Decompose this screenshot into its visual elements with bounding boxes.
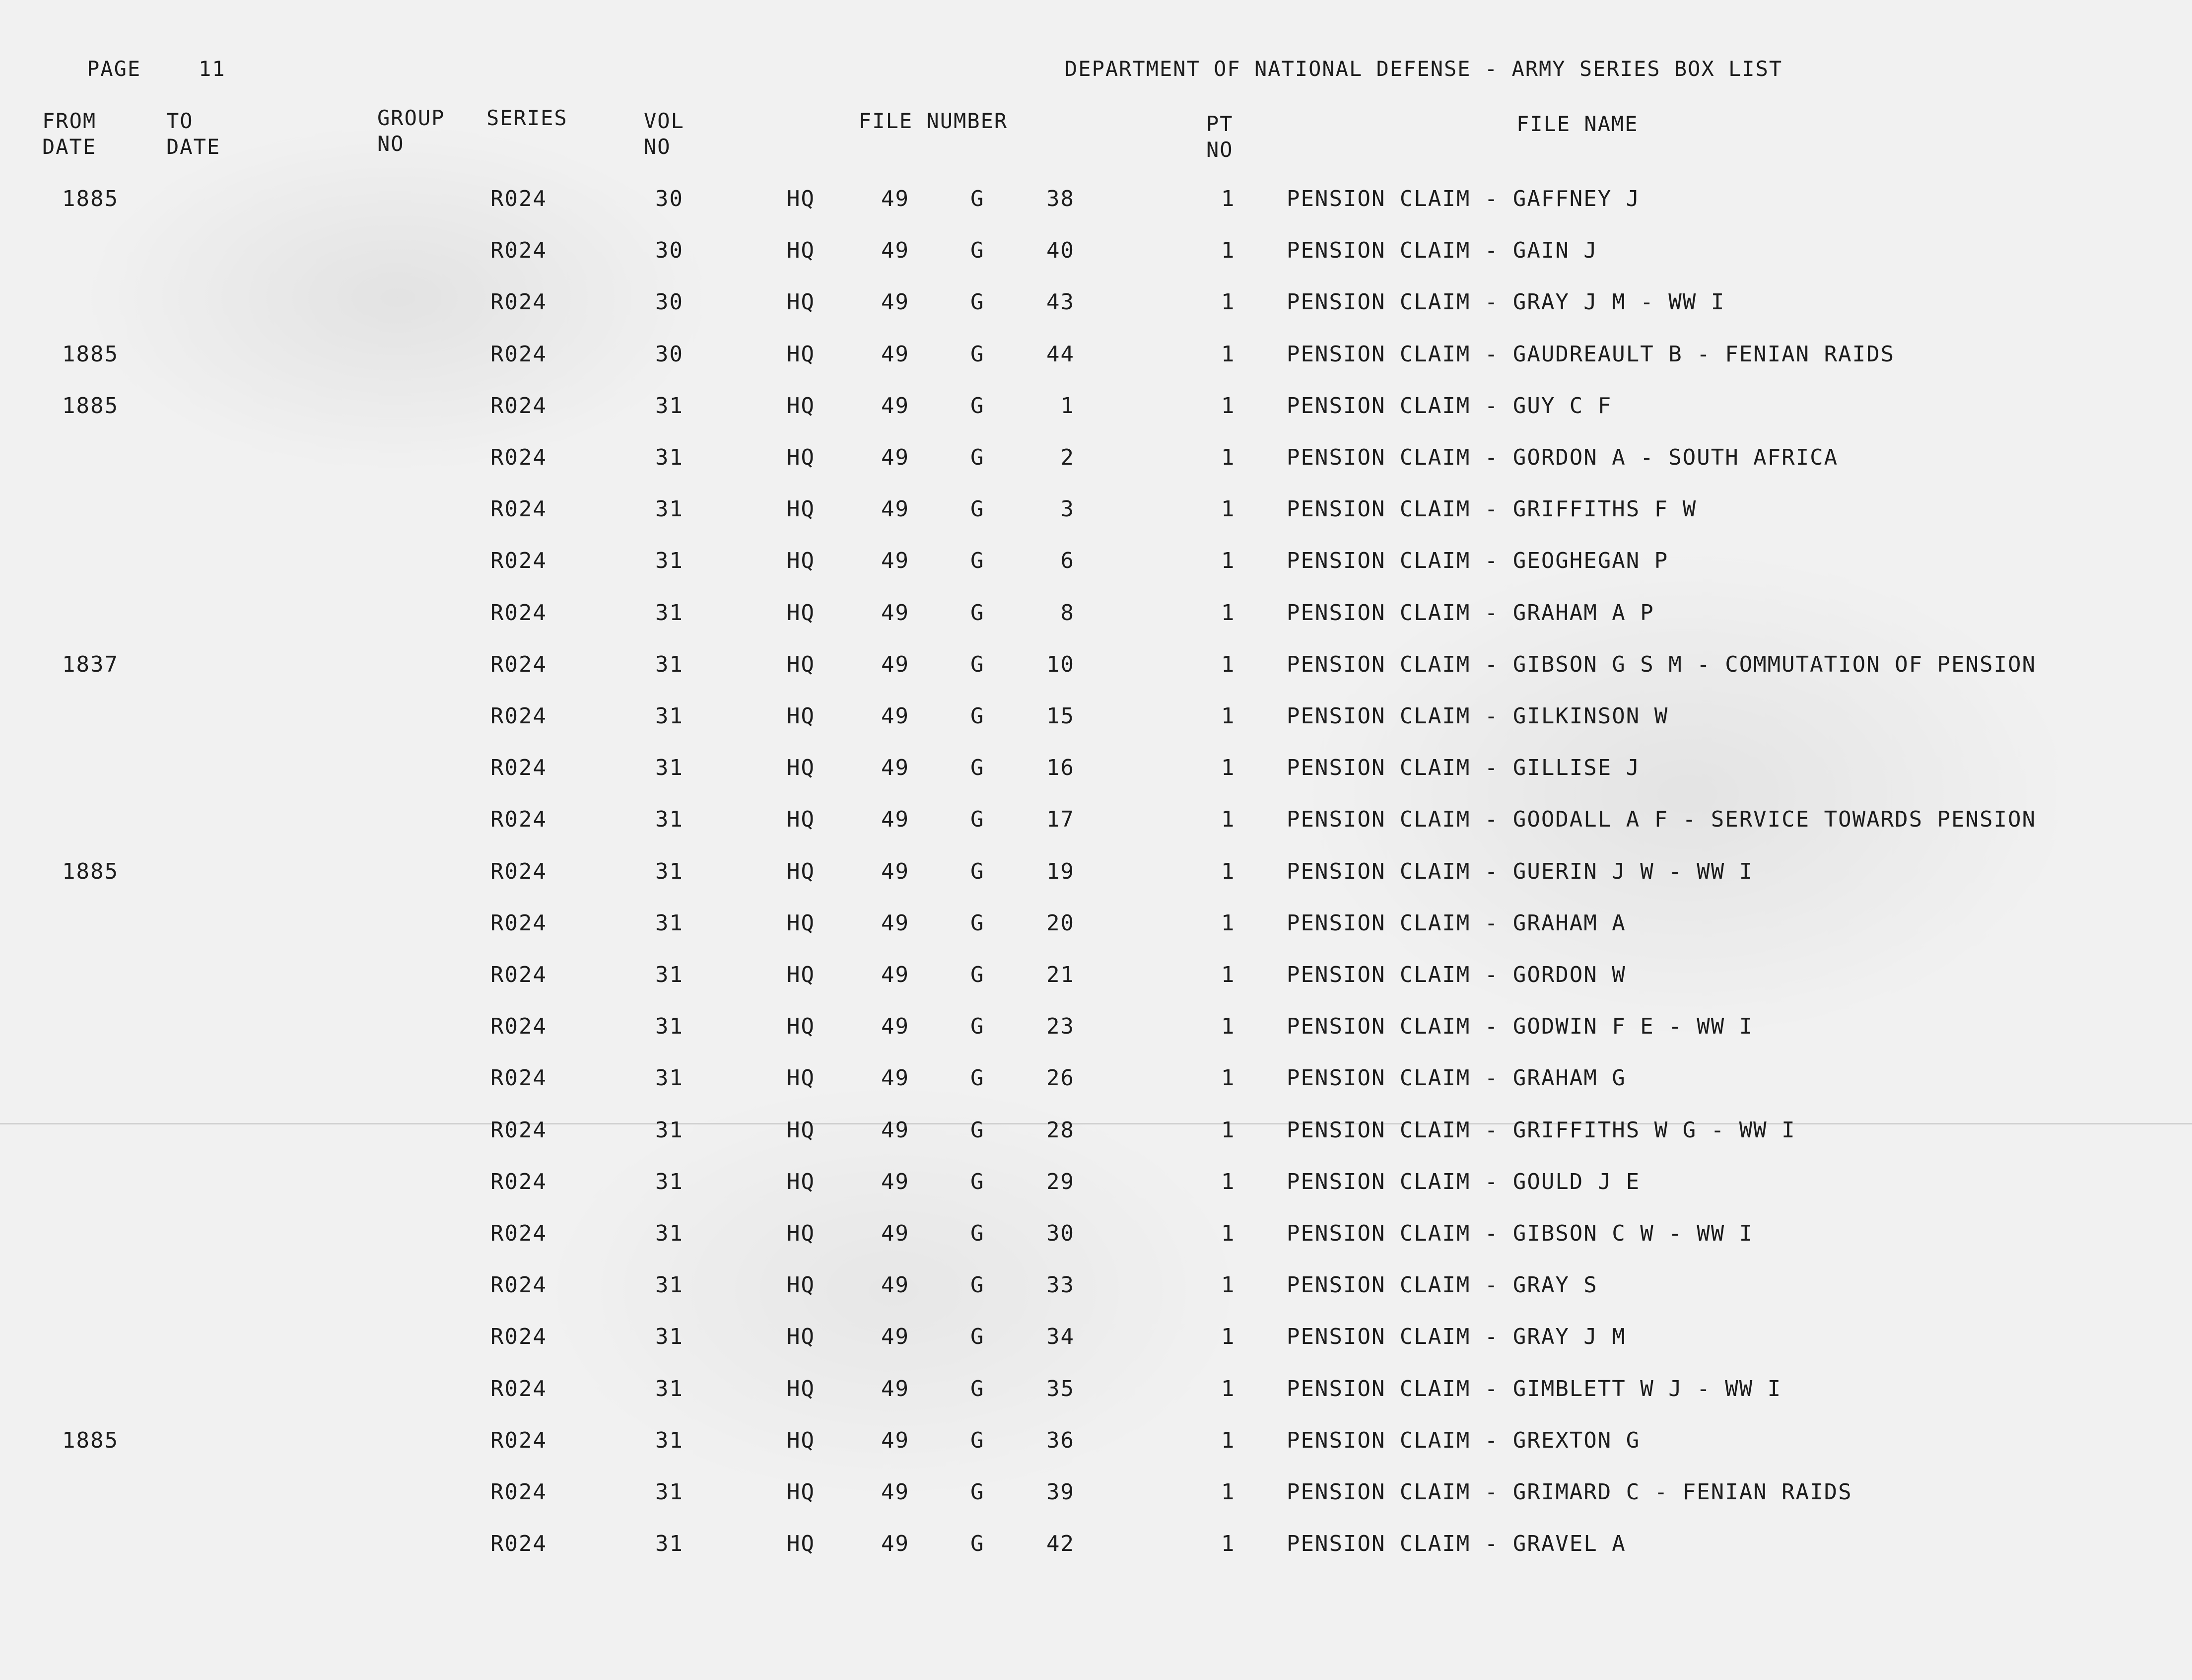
cell-file-letter: G [970,652,985,677]
cell-from-date: 1885 [62,859,119,884]
cell-file-name: PENSION CLAIM - GILKINSON W [1287,703,1669,729]
cell-vol-no: 31 [655,1376,684,1401]
cell-file-code: 49 [881,652,909,677]
cell-file-name: PENSION CLAIM - GRAHAM G [1287,1065,1626,1091]
cell-file-letter: G [970,1376,985,1401]
cell-file-num: 38 [1046,186,1075,211]
cell-vol-no: 31 [655,445,684,470]
col-header-group-no-line1: GROUP [377,106,445,130]
cell-file-name: PENSION CLAIM - GRAY J M [1287,1324,1626,1349]
cell-file-name: PENSION CLAIM - GILLISE J [1287,755,1641,780]
cell-file-code: 49 [881,703,909,729]
cell-file-office: HQ [787,393,815,419]
cell-file-code: 49 [881,1118,909,1143]
cell-file-letter: G [970,1531,985,1556]
cell-file-letter: G [970,1221,985,1246]
cell-file-code: 49 [881,1428,909,1453]
cell-file-office: HQ [787,548,815,573]
cell-file-name: PENSION CLAIM - GORDON W [1287,962,1626,987]
cell-file-code: 49 [881,393,909,419]
cell-file-num: 2 [1060,445,1075,470]
col-header-vol-no-line1: VOL [644,109,685,133]
cell-file-letter: G [970,238,985,263]
cell-file-name: PENSION CLAIM - GAIN J [1287,238,1598,263]
cell-series: R024 [490,238,547,263]
cell-from-date: 1885 [62,186,119,211]
cell-file-letter: G [970,910,985,936]
cell-file-office: HQ [787,1479,815,1505]
cell-vol-no: 31 [655,807,684,832]
cell-series: R024 [490,186,547,211]
cell-pt-no: 1 [1221,703,1235,729]
cell-series: R024 [490,496,547,522]
cell-series: R024 [490,600,547,626]
cell-pt-no: 1 [1221,1531,1235,1556]
cell-file-letter: G [970,962,985,987]
col-header-file-number: FILE NUMBER [859,109,1008,133]
cell-file-code: 49 [881,1221,909,1246]
cell-series: R024 [490,393,547,419]
cell-series: R024 [490,755,547,780]
cell-file-code: 49 [881,962,909,987]
cell-file-name: PENSION CLAIM - GRIFFITHS W G - WW I [1287,1118,1796,1143]
cell-file-num: 26 [1046,1065,1075,1091]
cell-series: R024 [490,1221,547,1246]
cell-file-name: PENSION CLAIM - GOULD J E [1287,1169,1641,1194]
cell-pt-no: 1 [1221,393,1235,419]
cell-from-date: 1885 [62,393,119,419]
cell-file-num: 15 [1046,703,1075,729]
cell-file-name: PENSION CLAIM - GUY C F [1287,393,1612,419]
cell-file-office: HQ [787,496,815,522]
cell-file-code: 49 [881,1324,909,1349]
cell-file-code: 49 [881,342,909,367]
cell-vol-no: 31 [655,962,684,987]
cell-pt-no: 1 [1221,910,1235,936]
cell-pt-no: 1 [1221,1221,1235,1246]
cell-file-office: HQ [787,1376,815,1401]
cell-file-office: HQ [787,1428,815,1453]
cell-vol-no: 31 [655,859,684,884]
cell-vol-no: 31 [655,1065,684,1091]
cell-file-office: HQ [787,600,815,626]
cell-pt-no: 1 [1221,1324,1235,1349]
cell-file-code: 49 [881,1531,909,1556]
cell-series: R024 [490,445,547,470]
cell-file-office: HQ [787,238,815,263]
cell-file-code: 49 [881,496,909,522]
col-header-pt-no-line2: NO [1206,138,1233,162]
cell-series: R024 [490,1376,547,1401]
page-number: 11 [199,57,226,81]
cell-file-letter: G [970,393,985,419]
cell-vol-no: 31 [655,1272,684,1298]
cell-file-letter: G [970,445,985,470]
cell-file-num: 42 [1046,1531,1075,1556]
cell-file-office: HQ [787,910,815,936]
col-header-from-date [42,108,96,160]
cell-series: R024 [490,342,547,367]
cell-file-name: PENSION CLAIM - GAFFNEY J [1287,186,1641,211]
cell-file-office: HQ [787,859,815,884]
cell-file-office: HQ [787,807,815,832]
cell-file-code: 49 [881,445,909,470]
cell-file-office: HQ [787,755,815,780]
cell-vol-no: 31 [655,1428,684,1453]
cell-file-name: PENSION CLAIM - GRAHAM A P [1287,600,1654,626]
cell-vol-no: 31 [655,1169,684,1194]
col-header-pt-no [1206,111,1233,163]
cell-file-name: PENSION CLAIM - GIMBLETT W J - WW I [1287,1376,1782,1401]
cell-from-date: 1885 [62,342,119,367]
cell-series: R024 [490,652,547,677]
cell-file-office: HQ [787,1014,815,1039]
cell-pt-no: 1 [1221,1118,1235,1143]
cell-file-office: HQ [787,1065,815,1091]
cell-file-letter: G [970,342,985,367]
cell-file-letter: G [970,1324,985,1349]
cell-vol-no: 30 [655,186,684,211]
cell-pt-no: 1 [1221,1428,1235,1453]
cell-file-letter: G [970,1169,985,1194]
col-header-from-date-line1: FROM [42,109,97,133]
cell-file-letter: G [970,1479,985,1505]
cell-file-letter: G [970,1118,985,1143]
cell-from-date: 1837 [62,652,119,677]
cell-vol-no: 31 [655,703,684,729]
cell-file-code: 49 [881,238,909,263]
cell-vol-no: 31 [655,393,684,419]
cell-vol-no: 31 [655,755,684,780]
cell-vol-no: 31 [655,1531,684,1556]
cell-file-num: 19 [1046,859,1075,884]
cell-vol-no: 30 [655,289,684,315]
cell-file-office: HQ [787,703,815,729]
cell-file-letter: G [970,859,985,884]
cell-file-num: 6 [1060,548,1075,573]
cell-file-office: HQ [787,1169,815,1194]
cell-file-code: 49 [881,600,909,626]
cell-pt-no: 1 [1221,1014,1235,1039]
cell-file-num: 28 [1046,1118,1075,1143]
cell-file-name: PENSION CLAIM - GEOGHEGAN P [1287,548,1669,573]
cell-file-code: 49 [881,1014,909,1039]
cell-file-office: HQ [787,289,815,315]
cell-file-code: 49 [881,1272,909,1298]
cell-pt-no: 1 [1221,238,1235,263]
cell-file-code: 49 [881,1065,909,1091]
cell-file-office: HQ [787,1221,815,1246]
cell-file-letter: G [970,1065,985,1091]
cell-file-num: 30 [1046,1221,1075,1246]
cell-file-name: PENSION CLAIM - GRIMARD C - FENIAN RAIDS [1287,1479,1852,1505]
cell-file-office: HQ [787,962,815,987]
cell-file-code: 49 [881,1376,909,1401]
cell-file-num: 3 [1060,496,1075,522]
cell-pt-no: 1 [1221,807,1235,832]
cell-file-letter: G [970,755,985,780]
cell-file-num: 20 [1046,910,1075,936]
cell-pt-no: 1 [1221,1272,1235,1298]
cell-series: R024 [490,1479,547,1505]
cell-file-num: 10 [1046,652,1075,677]
col-header-to-date-line2: DATE [166,135,221,159]
cell-pt-no: 1 [1221,1065,1235,1091]
cell-vol-no: 31 [655,600,684,626]
cell-file-num: 23 [1046,1014,1075,1039]
cell-series: R024 [490,1272,547,1298]
cell-vol-no: 30 [655,238,684,263]
cell-file-letter: G [970,1272,985,1298]
col-header-group-no [377,105,445,157]
cell-file-code: 49 [881,755,909,780]
cell-vol-no: 31 [655,496,684,522]
cell-file-name: PENSION CLAIM - GODWIN F E - WW I [1287,1014,1754,1039]
cell-file-name: PENSION CLAIM - GAUDREAULT B - FENIAN RAIDS [1287,342,1895,367]
cell-file-office: HQ [787,1324,815,1349]
cell-series: R024 [490,1428,547,1453]
cell-vol-no: 31 [655,1221,684,1246]
cell-pt-no: 1 [1221,445,1235,470]
cell-series: R024 [490,1324,547,1349]
cell-series: R024 [490,807,547,832]
col-header-file-name: FILE NAME [1516,112,1639,136]
cell-file-letter: G [970,186,985,211]
cell-file-num: 39 [1046,1479,1075,1505]
cell-file-office: HQ [787,1272,815,1298]
page-label: PAGE [87,57,141,81]
cell-pt-no: 1 [1221,600,1235,626]
cell-series: R024 [490,1531,547,1556]
cell-series: R024 [490,548,547,573]
col-header-to-date-line1: TO [166,109,194,133]
cell-pt-no: 1 [1221,289,1235,315]
cell-file-letter: G [970,496,985,522]
cell-file-name: PENSION CLAIM - GREXTON G [1287,1428,1641,1453]
cell-file-name: PENSION CLAIM - GRAHAM A [1287,910,1626,936]
cell-file-num: 35 [1046,1376,1075,1401]
cell-vol-no: 31 [655,1118,684,1143]
cell-vol-no: 31 [655,548,684,573]
cell-file-office: HQ [787,1118,815,1143]
cell-file-name: PENSION CLAIM - GUERIN J W - WW I [1287,859,1754,884]
cell-pt-no: 1 [1221,1479,1235,1505]
cell-pt-no: 1 [1221,652,1235,677]
cell-vol-no: 30 [655,342,684,367]
cell-from-date: 1885 [62,1428,119,1453]
cell-pt-no: 1 [1221,962,1235,987]
cell-file-office: HQ [787,652,815,677]
cell-series: R024 [490,289,547,315]
cell-file-num: 36 [1046,1428,1075,1453]
cell-file-num: 44 [1046,342,1075,367]
cell-file-name: PENSION CLAIM - GIBSON G S M - COMMUTATION OF PENSION [1287,652,2036,677]
cell-file-letter: G [970,807,985,832]
cell-file-num: 8 [1060,600,1075,626]
cell-vol-no: 31 [655,652,684,677]
cell-vol-no: 31 [655,910,684,936]
cell-pt-no: 1 [1221,755,1235,780]
cell-vol-no: 31 [655,1324,684,1349]
cell-file-code: 49 [881,859,909,884]
col-header-group-no-line2: NO [377,132,405,156]
col-header-pt-no-line1: PT [1206,112,1233,136]
cell-file-code: 49 [881,910,909,936]
cell-file-office: HQ [787,445,815,470]
cell-file-name: PENSION CLAIM - GIBSON C W - WW I [1287,1221,1754,1246]
cell-file-letter: G [970,548,985,573]
cell-pt-no: 1 [1221,1169,1235,1194]
cell-vol-no: 31 [655,1014,684,1039]
cell-file-num: 33 [1046,1272,1075,1298]
cell-file-num: 43 [1046,289,1075,315]
cell-file-num: 16 [1046,755,1075,780]
cell-pt-no: 1 [1221,342,1235,367]
cell-file-letter: G [970,600,985,626]
cell-file-name: PENSION CLAIM - GRAY J M - WW I [1287,289,1725,315]
cell-pt-no: 1 [1221,1376,1235,1401]
cell-series: R024 [490,910,547,936]
cell-file-code: 49 [881,1169,909,1194]
cell-file-num: 29 [1046,1169,1075,1194]
cell-file-num: 34 [1046,1324,1075,1349]
cell-series: R024 [490,703,547,729]
col-header-vol-no-line2: NO [644,135,671,159]
cell-file-name: PENSION CLAIM - GORDON A - SOUTH AFRICA [1287,445,1839,470]
cell-series: R024 [490,1169,547,1194]
col-header-vol-no [644,108,685,160]
cell-file-num: 1 [1060,393,1075,419]
cell-series: R024 [490,1014,547,1039]
cell-pt-no: 1 [1221,859,1235,884]
cell-pt-no: 1 [1221,186,1235,211]
cell-file-office: HQ [787,1531,815,1556]
cell-pt-no: 1 [1221,548,1235,573]
cell-file-letter: G [970,1014,985,1039]
cell-series: R024 [490,962,547,987]
col-header-to-date [166,108,220,160]
col-header-series: SERIES [486,106,568,130]
cell-file-office: HQ [787,342,815,367]
cell-pt-no: 1 [1221,496,1235,522]
cell-file-num: 17 [1046,807,1075,832]
cell-file-code: 49 [881,289,909,315]
cell-file-num: 40 [1046,238,1075,263]
cell-file-code: 49 [881,1479,909,1505]
cell-series: R024 [490,1118,547,1143]
cell-file-letter: G [970,703,985,729]
cell-file-letter: G [970,289,985,315]
cell-vol-no: 31 [655,1479,684,1505]
cell-file-name: PENSION CLAIM - GOODALL A F - SERVICE TOWARDS PENSION [1287,807,2036,832]
cell-file-num: 21 [1046,962,1075,987]
document-title: DEPARTMENT OF NATIONAL DEFENSE - ARMY SERIES BOX LIST [1065,57,1783,81]
cell-file-code: 49 [881,807,909,832]
cell-file-letter: G [970,1428,985,1453]
cell-file-code: 49 [881,548,909,573]
cell-file-name: PENSION CLAIM - GRAVEL A [1287,1531,1626,1556]
cell-file-code: 49 [881,186,909,211]
cell-file-office: HQ [787,186,815,211]
col-header-from-date-line2: DATE [42,135,97,159]
cell-series: R024 [490,859,547,884]
cell-file-name: PENSION CLAIM - GRIFFITHS F W [1287,496,1697,522]
cell-file-name: PENSION CLAIM - GRAY S [1287,1272,1598,1298]
cell-series: R024 [490,1065,547,1091]
